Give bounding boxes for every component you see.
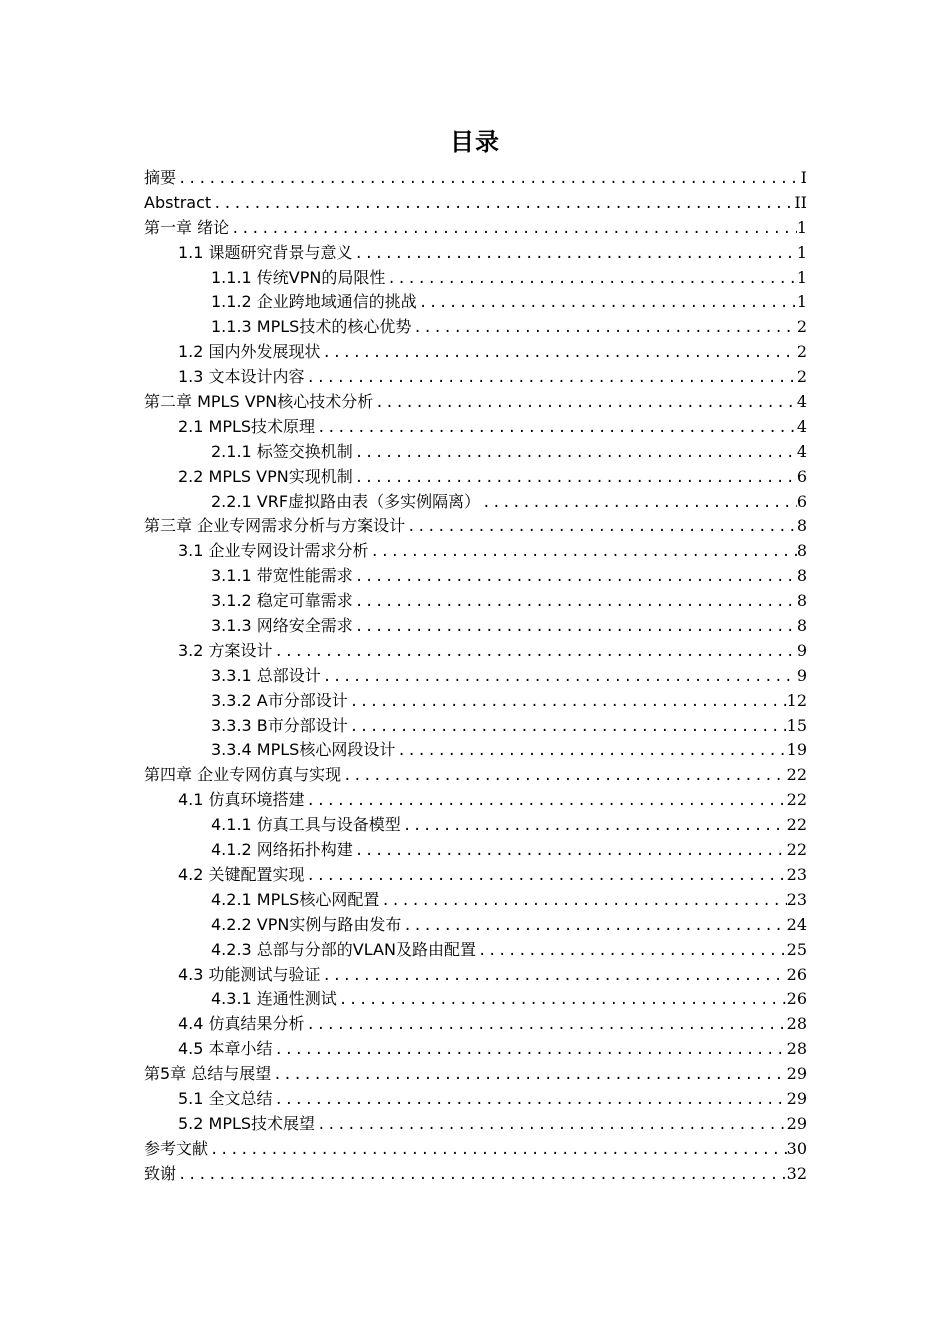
- toc-entry-label: Abstract: [144, 192, 212, 212]
- toc-entry-page: 1: [796, 292, 807, 312]
- toc-entry-label: 第一章 绪论: [144, 217, 230, 237]
- toc-entry-page: 25: [786, 939, 807, 959]
- toc-entry[interactable]: [144, 1037, 807, 1062]
- toc-entry-page: II: [794, 192, 807, 212]
- toc-dot-leader: [337, 988, 787, 1013]
- toc-entry[interactable]: [144, 963, 807, 988]
- toc-entry[interactable]: [144, 315, 807, 340]
- toc-entry[interactable]: [144, 913, 807, 938]
- toc-dot-leader: [353, 466, 797, 491]
- toc-dot-leader: [305, 864, 787, 889]
- toc-entry-label: 致谢: [144, 1163, 177, 1183]
- toc-dot-leader: [405, 515, 797, 540]
- toc-entry[interactable]: [144, 1162, 807, 1187]
- toc-entry-page: 9: [796, 665, 807, 685]
- toc-entry[interactable]: [144, 763, 807, 788]
- toc-entry-page: 29: [786, 1064, 807, 1084]
- toc-entry-label: 3.3.2 A市分部设计: [211, 690, 348, 710]
- toc-entry-label: 3.1 企业专网设计需求分析: [178, 541, 369, 561]
- toc-entry-page: 22: [786, 790, 807, 810]
- toc-entry-label: 第二章 MPLS VPN核心技术分析: [144, 392, 374, 412]
- toc-entry-page: 19: [786, 740, 807, 760]
- toc-dot-leader: [176, 1163, 787, 1188]
- toc-entry-page: 22: [786, 840, 807, 860]
- toc-entry-page: 8: [796, 541, 807, 561]
- toc-entry-label: 5.1 全文总结: [178, 1088, 273, 1108]
- toc-dot-leader: [211, 192, 794, 217]
- toc-entry-page: 2: [796, 317, 807, 337]
- toc-entry-page: 8: [796, 516, 807, 536]
- toc-entry[interactable]: [144, 216, 807, 241]
- toc-entry-page: I: [800, 168, 807, 187]
- toc-entry-page: 30: [786, 1138, 807, 1158]
- toc-entry[interactable]: [144, 738, 807, 763]
- toc-entry[interactable]: [144, 365, 807, 390]
- toc-dot-leader: [321, 964, 787, 989]
- toc-entry-page: 1: [796, 217, 807, 237]
- toc-entry-page: 28: [786, 1014, 807, 1034]
- toc-dot-leader: [273, 1088, 787, 1113]
- toc-entry-page: 9: [796, 640, 807, 660]
- toc-entry-label: 4.3 功能测试与验证: [178, 964, 321, 984]
- toc-entry[interactable]: [144, 490, 807, 515]
- toc-entry-label: 3.1.1 带宽性能需求: [211, 566, 353, 586]
- toc-entry-label: 2.1 MPLS技术原理: [178, 416, 316, 436]
- toc-dot-leader: [353, 441, 797, 466]
- toc-dot-leader: [305, 789, 787, 814]
- toc-dot-leader: [273, 640, 797, 665]
- toc-entry[interactable]: [144, 390, 807, 415]
- toc-entry-page: 1: [796, 242, 807, 262]
- toc-entry[interactable]: [144, 564, 807, 589]
- toc-dot-leader: [353, 242, 797, 267]
- toc-dot-leader: [401, 814, 787, 839]
- toc-entry-page: 8: [796, 616, 807, 636]
- toc-dot-leader: [348, 690, 787, 715]
- toc-dot-leader: [341, 764, 787, 789]
- toc-entry-page: 6: [796, 491, 807, 511]
- toc-entry[interactable]: [144, 241, 807, 266]
- toc-dot-leader: [208, 1138, 787, 1163]
- toc-entry-label: 5.2 MPLS技术展望: [178, 1113, 316, 1133]
- toc-entry-label: 4.2.3 总部与分部的VLAN及路由配置: [211, 939, 476, 959]
- toc-entry-label: 4.3.1 连通性测试: [211, 989, 337, 1009]
- toc-dot-leader: [379, 889, 786, 914]
- toc-entry-page: 23: [786, 889, 807, 909]
- toc-entry-label: 3.1.2 稳定可靠需求: [211, 591, 353, 611]
- toc-entry-label: 4.1 仿真环境搭建: [178, 790, 305, 810]
- toc-entry-page: 29: [786, 1113, 807, 1133]
- toc-dot-leader: [353, 615, 797, 640]
- toc-entry[interactable]: [144, 1137, 807, 1162]
- toc-entry-page: 2: [796, 342, 807, 362]
- toc-entry-page: 4: [796, 392, 807, 412]
- toc-entry[interactable]: [144, 614, 807, 639]
- toc-entry-page: 12: [786, 690, 807, 710]
- toc-dot-leader: [373, 391, 797, 416]
- toc-entry-label: 摘要: [144, 168, 177, 187]
- toc-dot-leader: [401, 914, 786, 939]
- toc-entry-page: 26: [786, 964, 807, 984]
- toc-entry-label: 4.1.1 仿真工具与设备模型: [211, 815, 401, 835]
- toc-entry-label: 3.3.1 总部设计: [211, 665, 321, 685]
- toc-dot-leader: [353, 590, 797, 615]
- toc-dot-leader: [315, 1113, 787, 1138]
- toc-dot-leader: [369, 540, 797, 565]
- toc-dot-leader: [476, 939, 787, 964]
- toc-entry[interactable]: [144, 1087, 807, 1112]
- toc-entry[interactable]: [144, 838, 807, 863]
- toc-entry-label: 1.3 文本设计内容: [178, 367, 305, 387]
- toc-entry-label: 2.2 MPLS VPN实现机制: [178, 466, 353, 486]
- toc-dot-leader: [385, 267, 796, 292]
- toc-dot-leader: [321, 665, 797, 690]
- toc-entry-label: 第三章 企业专网需求分析与方案设计: [144, 516, 406, 536]
- page-title: 目录: [450, 128, 500, 156]
- toc-entry-label: 4.2.1 MPLS核心网配置: [211, 889, 380, 909]
- toc-entry-label: 参考文献: [144, 1138, 209, 1158]
- toc-entry[interactable]: [144, 1062, 807, 1087]
- toc-entry-page: 8: [796, 591, 807, 611]
- toc-dot-leader: [353, 839, 787, 864]
- toc-entry-page: 2: [796, 367, 807, 387]
- toc-entry[interactable]: [144, 689, 807, 714]
- toc-entry-label: 4.2 关键配置实现: [178, 864, 305, 884]
- toc-entry-label: 1.1.1 传统VPN的局限性: [211, 267, 386, 287]
- toc-entry-page: 6: [796, 466, 807, 486]
- toc-entry[interactable]: [144, 714, 807, 739]
- toc-entry[interactable]: [144, 888, 807, 913]
- toc-entry[interactable]: [144, 639, 807, 664]
- toc-entry[interactable]: [144, 589, 807, 614]
- toc-dot-leader: [417, 291, 797, 316]
- toc-entry-page: 22: [786, 765, 807, 785]
- toc-dot-leader: [273, 1038, 787, 1063]
- toc-entry[interactable]: [144, 539, 807, 564]
- toc-entry-label: 1.1.2 企业跨地域通信的挑战: [211, 292, 417, 312]
- toc-entry-label: 2.1.1 标签交换机制: [211, 441, 353, 461]
- toc-entry-label: 1.1.3 MPLS技术的核心优势: [211, 317, 412, 337]
- toc-entry[interactable]: [144, 415, 807, 440]
- toc-entry[interactable]: [144, 1012, 807, 1037]
- toc-entry[interactable]: [144, 290, 807, 315]
- toc-dot-leader: [271, 1063, 786, 1088]
- toc-entry-page: 15: [786, 715, 807, 735]
- toc-entry-label: 第5章 总结与展望: [144, 1064, 272, 1084]
- toc-dot-leader: [176, 167, 801, 192]
- toc-entry-page: 8: [796, 566, 807, 586]
- toc-dot-leader: [395, 739, 786, 764]
- toc-entry-page: 28: [786, 1039, 807, 1059]
- toc-entry[interactable]: [144, 938, 807, 963]
- toc-entry[interactable]: [144, 987, 807, 1012]
- toc-entry-label: 4.2.2 VPN实例与路由发布: [211, 914, 402, 934]
- toc-entry[interactable]: [144, 514, 807, 539]
- toc-entry[interactable]: [144, 863, 807, 888]
- toc-entry-label: 2.2.1 VRF虚拟路由表（多实例隔离）: [211, 491, 481, 511]
- toc-entry-label: 4.4 仿真结果分析: [178, 1014, 305, 1034]
- toc-entry-label: 1.2 国内外发展现状: [178, 342, 321, 362]
- toc-dot-leader: [321, 341, 797, 366]
- toc-dot-leader: [315, 416, 797, 441]
- toc-entry-page: 4: [796, 441, 807, 461]
- toc-entry-label: 4.1.2 网络拓扑构建: [211, 840, 353, 860]
- toc-dot-leader: [411, 316, 796, 341]
- toc-entry[interactable]: [144, 340, 807, 365]
- toc-entry[interactable]: [144, 191, 807, 216]
- toc-entry-label: 3.1.3 网络安全需求: [211, 616, 353, 636]
- toc-entry[interactable]: [144, 664, 807, 689]
- toc-entry-label: 3.2 方案设计: [178, 640, 273, 660]
- table-of-contents: [144, 166, 807, 1187]
- toc-entry[interactable]: [144, 813, 807, 838]
- toc-entry[interactable]: [144, 465, 807, 490]
- toc-entry[interactable]: [144, 166, 807, 191]
- toc-dot-leader: [348, 715, 787, 740]
- toc-entry-page: 26: [786, 989, 807, 1009]
- toc-entry-label: 1.1 课题研究背景与意义: [178, 242, 353, 262]
- toc-entry-page: 4: [796, 416, 807, 436]
- toc-entry[interactable]: [144, 266, 807, 291]
- toc-entry[interactable]: [144, 440, 807, 465]
- toc-entry[interactable]: [144, 1112, 807, 1137]
- toc-dot-leader: [305, 366, 797, 391]
- toc-entry-page: 23: [786, 864, 807, 884]
- toc-entry-label: 第四章 企业专网仿真与实现: [144, 765, 342, 785]
- toc-dot-leader: [305, 1013, 787, 1038]
- toc-entry-page: 24: [786, 914, 807, 934]
- toc-entry-page: 32: [786, 1163, 807, 1183]
- toc-entry-label: 3.3.3 B市分部设计: [211, 715, 348, 735]
- toc-entry[interactable]: [144, 788, 807, 813]
- toc-dot-leader: [480, 491, 797, 516]
- toc-entry-page: 22: [786, 815, 807, 835]
- toc-entry-label: 4.5 本章小结: [178, 1039, 273, 1059]
- toc-dot-leader: [229, 217, 797, 242]
- toc-entry-label: 3.3.4 MPLS核心网段设计: [211, 740, 396, 760]
- toc-dot-leader: [353, 565, 797, 590]
- toc-entry-page: 1: [796, 267, 807, 287]
- toc-entry-page: 29: [786, 1088, 807, 1108]
